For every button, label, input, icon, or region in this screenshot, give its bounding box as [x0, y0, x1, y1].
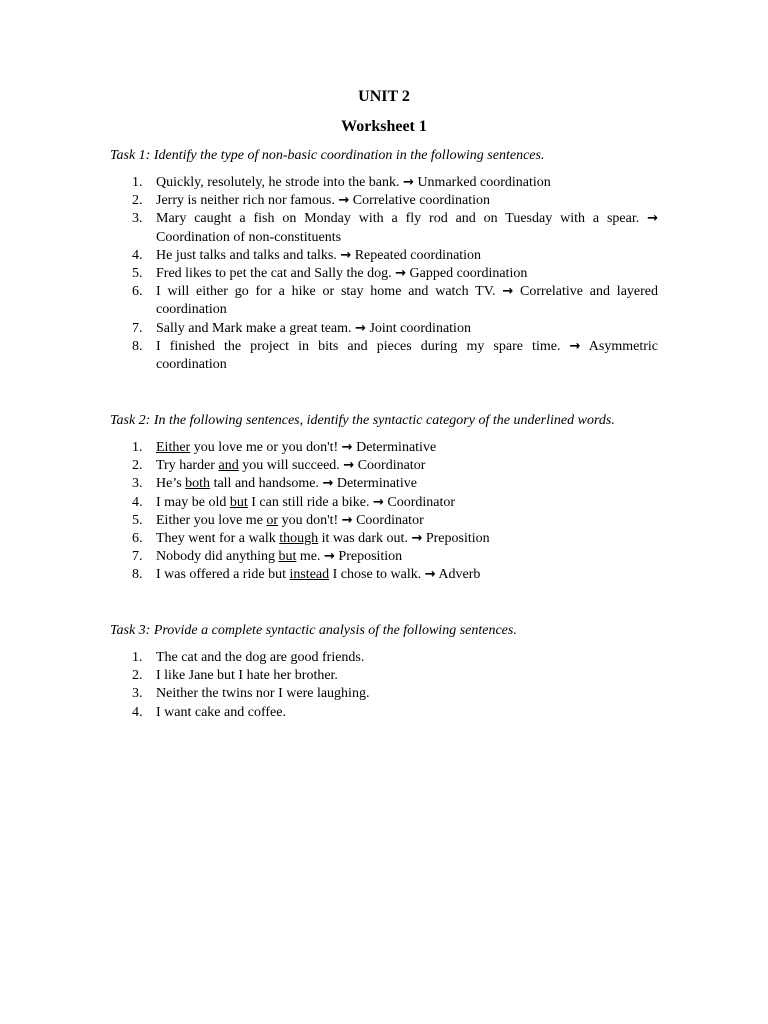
item-sentence-start: Either you love me — [156, 512, 267, 528]
item-sentence-start: I may be old — [156, 494, 230, 510]
item-sentence-end: it was dark out. — [318, 531, 408, 547]
item-number: 8. — [132, 338, 143, 354]
item-sentence: I finished the project in bits and pieces during my spare time. — [156, 338, 561, 354]
task2-item-2 — [120, 457, 658, 475]
right-arrow-icon: → — [343, 458, 355, 474]
task3-item-3 — [120, 685, 658, 703]
item-answer: Correlative and layered coordination — [156, 284, 658, 318]
item-answer: Coordinator — [356, 512, 424, 528]
task2-item-8 — [120, 566, 658, 584]
right-arrow-icon: → — [569, 338, 581, 354]
task1-item-1 — [120, 174, 658, 192]
task1-item-2 — [120, 192, 658, 210]
item-answer: Coordinator — [357, 458, 426, 474]
item-sentence-end: you will succeed. — [238, 458, 340, 474]
item-number: 8. — [132, 567, 143, 583]
right-arrow-icon: → — [341, 512, 353, 528]
item-sentence-end: I chose to walk. — [329, 567, 422, 583]
item-number: 3. — [132, 686, 143, 702]
item-sentence-start: They went for a walk — [156, 531, 280, 547]
item-sentence: He just talks and talks and talks. — [156, 247, 337, 263]
right-arrow-icon: → — [322, 476, 334, 492]
item-number: 5. — [132, 266, 143, 282]
item-sentence: Sally and Mark make a great team. — [156, 320, 352, 336]
item-number: 6. — [132, 531, 143, 547]
item-number: 1. — [132, 650, 143, 665]
item-answer: Asymmetric coordination — [156, 338, 658, 373]
item-answer: Adverb — [438, 567, 481, 583]
worksheet-title: Worksheet 1 — [341, 118, 427, 135]
right-arrow-icon: → — [424, 567, 436, 583]
item-answer: Determinative — [336, 476, 417, 492]
task3-list — [120, 649, 658, 722]
item-sentence-end: you don't! — [278, 512, 339, 528]
task2-heading: Task 2: In the following sentences, identify the syntactic category of the underlined words. — [110, 413, 615, 428]
item-sentence-end: tall and handsome. — [210, 476, 319, 492]
underlined-word: instead — [289, 567, 330, 583]
item-answer: Preposition — [338, 549, 403, 565]
task2-item-6 — [120, 530, 658, 548]
task3-item-1 — [120, 649, 658, 667]
item-number: 6. — [132, 284, 143, 300]
task2-list — [120, 439, 658, 585]
task3-heading: Task 3: Provide a complete syntactic analysis of the following sentences. — [110, 623, 517, 638]
task1-list — [120, 174, 658, 374]
item-number: 5. — [132, 512, 143, 528]
right-arrow-icon: → — [403, 175, 414, 190]
task1-heading: Task 1: Identify the type of non-basic coordination in the following sentences. — [110, 148, 545, 163]
unit-title: UNIT 2 — [358, 88, 410, 105]
item-number: 2. — [132, 458, 143, 474]
item-sentence: Fred likes to pet the cat and Sally the dog. — [156, 266, 392, 282]
underlined-word: Either — [156, 440, 191, 455]
right-arrow-icon: → — [395, 266, 407, 282]
item-sentence-end: you love me or you don't! — [190, 440, 339, 455]
item-sentence-end: I can still ride a bike. — [247, 494, 370, 510]
task3-item-4 — [120, 704, 658, 722]
right-arrow-icon: → — [338, 193, 350, 209]
underlined-word: but — [229, 494, 248, 510]
item-answer: Gapped coordination — [409, 266, 528, 282]
task2-item-5 — [120, 512, 658, 530]
underlined-word: or — [266, 512, 279, 528]
item-answer: Joint coordination — [369, 320, 471, 336]
item-sentence: I will either go for a hike or stay home and watch TV. — [156, 284, 496, 300]
item-sentence: I want cake and coffee. — [156, 704, 286, 720]
task2-item-4 — [120, 494, 658, 512]
item-sentence: Neither the twins nor I were laughing. — [156, 686, 370, 702]
item-number: 2. — [132, 668, 143, 684]
right-arrow-icon: → — [411, 531, 423, 547]
underlined-word: both — [185, 476, 211, 492]
underlined-word: but — [278, 549, 297, 565]
right-arrow-icon: → — [647, 211, 658, 227]
item-sentence-end: me. — [296, 549, 321, 565]
item-answer: Preposition — [425, 531, 490, 547]
task1-item-5 — [120, 265, 658, 283]
item-sentence: I like Jane but I hate her brother. — [156, 668, 338, 684]
item-answer: Coordinator — [387, 494, 456, 510]
item-answer: Determinative — [356, 440, 437, 455]
item-number: 4. — [132, 247, 143, 263]
item-number: 3. — [132, 211, 143, 227]
right-arrow-icon: → — [355, 320, 366, 336]
underlined-word: and — [218, 458, 239, 474]
item-sentence: Jerry is neither rich nor famous. — [156, 193, 335, 209]
item-number: 2. — [132, 193, 143, 209]
underlined-word: though — [279, 531, 319, 547]
item-number: 1. — [132, 175, 143, 190]
item-sentence-start: He’s — [156, 476, 186, 492]
task1-item-8 — [120, 338, 658, 374]
task1-item-3 — [120, 210, 658, 246]
item-sentence-start: Try harder — [156, 458, 219, 474]
task3-item-2 — [120, 667, 658, 685]
right-arrow-icon: → — [324, 549, 335, 565]
item-number: 4. — [132, 494, 143, 510]
item-sentence: Mary caught a fish on Monday with a fly rod and on Tuesday with a spear. — [156, 211, 640, 227]
task1-item-7 — [120, 320, 658, 338]
task1-item-4 — [120, 247, 658, 265]
item-number: 7. — [132, 320, 143, 336]
item-answer: Correlative coordination — [352, 193, 490, 209]
task1-item-6 — [120, 283, 658, 319]
item-answer: Coordination of non-constituents — [156, 229, 342, 245]
item-number: 4. — [132, 704, 143, 720]
item-number: 3. — [132, 476, 143, 492]
item-sentence-start: I was offered a ride but — [156, 567, 290, 583]
item-answer: Repeated coordination — [354, 247, 482, 263]
right-arrow-icon: → — [502, 284, 514, 300]
item-number: 1. — [132, 440, 143, 455]
task2-item-7 — [120, 548, 658, 566]
right-arrow-icon: → — [340, 247, 352, 263]
item-sentence: Quickly, resolutely, he strode into the bank. — [156, 175, 400, 190]
task2-item-3 — [120, 475, 658, 493]
item-answer: Unmarked coordination — [417, 175, 551, 190]
right-arrow-icon: → — [372, 494, 384, 510]
item-sentence-start: Nobody did anything — [156, 549, 279, 565]
right-arrow-icon: → — [341, 440, 353, 455]
item-sentence: The cat and the dog are good friends. — [156, 650, 365, 665]
task2-item-1 — [120, 439, 658, 457]
item-number: 7. — [132, 549, 143, 565]
